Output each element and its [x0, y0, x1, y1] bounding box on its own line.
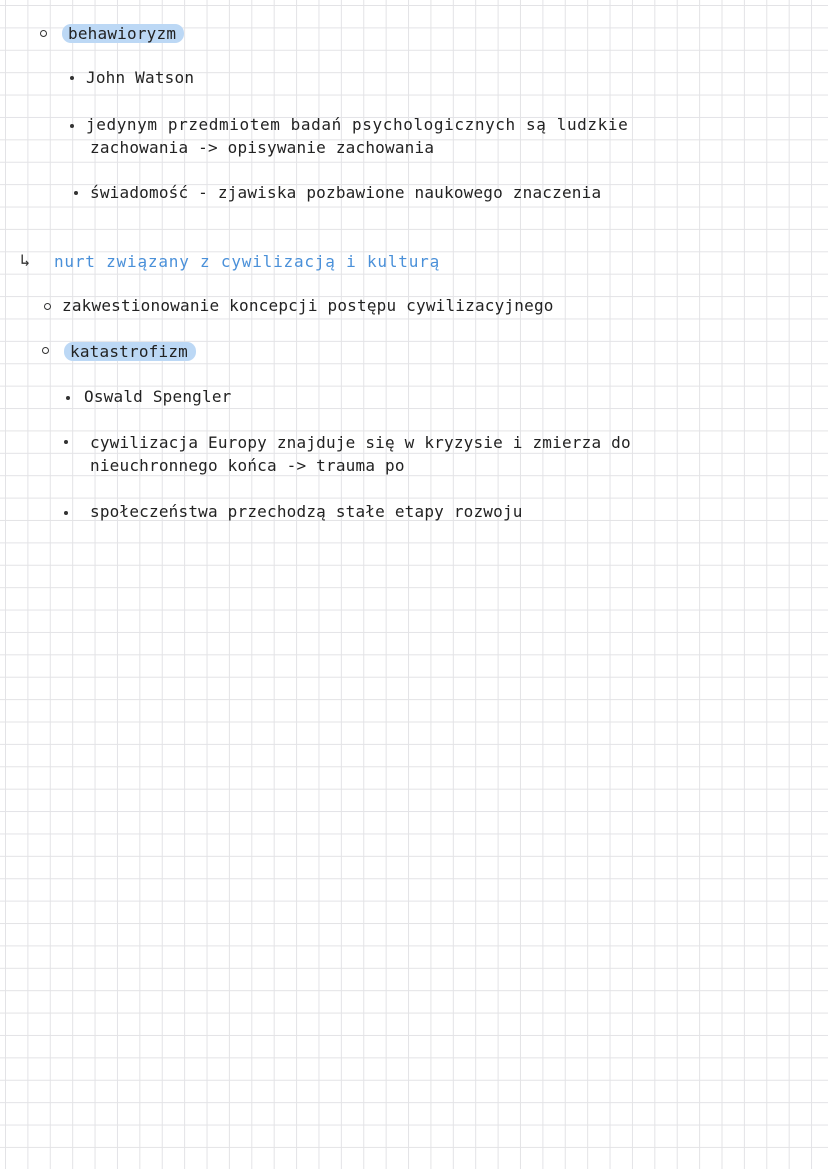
highlighted-heading: behawioryzm [62, 24, 184, 43]
list-item: Oswald Spengler [84, 387, 232, 406]
return-arrow-icon: ↳ [20, 251, 31, 271]
list-item-continuation: nieuchronnego końca -> trauma po [90, 456, 405, 475]
list-item: jedynym przedmiotem badań psychologicznych są ludzkie [86, 115, 629, 134]
list-item: społeczeństwa przechodzą stałe etapy rozwoju [90, 502, 523, 521]
dot-bullet-icon [74, 191, 78, 195]
dot-bullet-icon [64, 440, 68, 444]
open-circle-bullet-icon [40, 30, 47, 37]
section-heading-behaviorism [62, 24, 184, 44]
list-item: świadomość - zjawiska pozbawione naukowego znaczenia [90, 183, 602, 202]
dot-bullet-icon [64, 511, 68, 515]
dot-bullet-icon [66, 396, 70, 400]
dot-bullet-icon [70, 124, 74, 128]
open-circle-bullet-icon [42, 347, 49, 354]
dot-bullet-icon [70, 76, 74, 80]
branch-heading: nurt związany z cywilizacją i kulturą [54, 252, 441, 271]
list-item-continuation: zachowania -> opisywanie zachowania [90, 138, 435, 157]
list-item: John Watson [86, 68, 195, 87]
section-heading-catastrophism [64, 342, 196, 362]
list-item: cywilizacja Europy znajduje się w kryzysie i zmierza do [90, 433, 631, 452]
list-item: zakwestionowanie koncepcji postępu cywilizacyjnego [62, 296, 554, 315]
open-circle-bullet-icon [44, 303, 51, 310]
highlighted-heading: katastrofizm [64, 342, 196, 361]
